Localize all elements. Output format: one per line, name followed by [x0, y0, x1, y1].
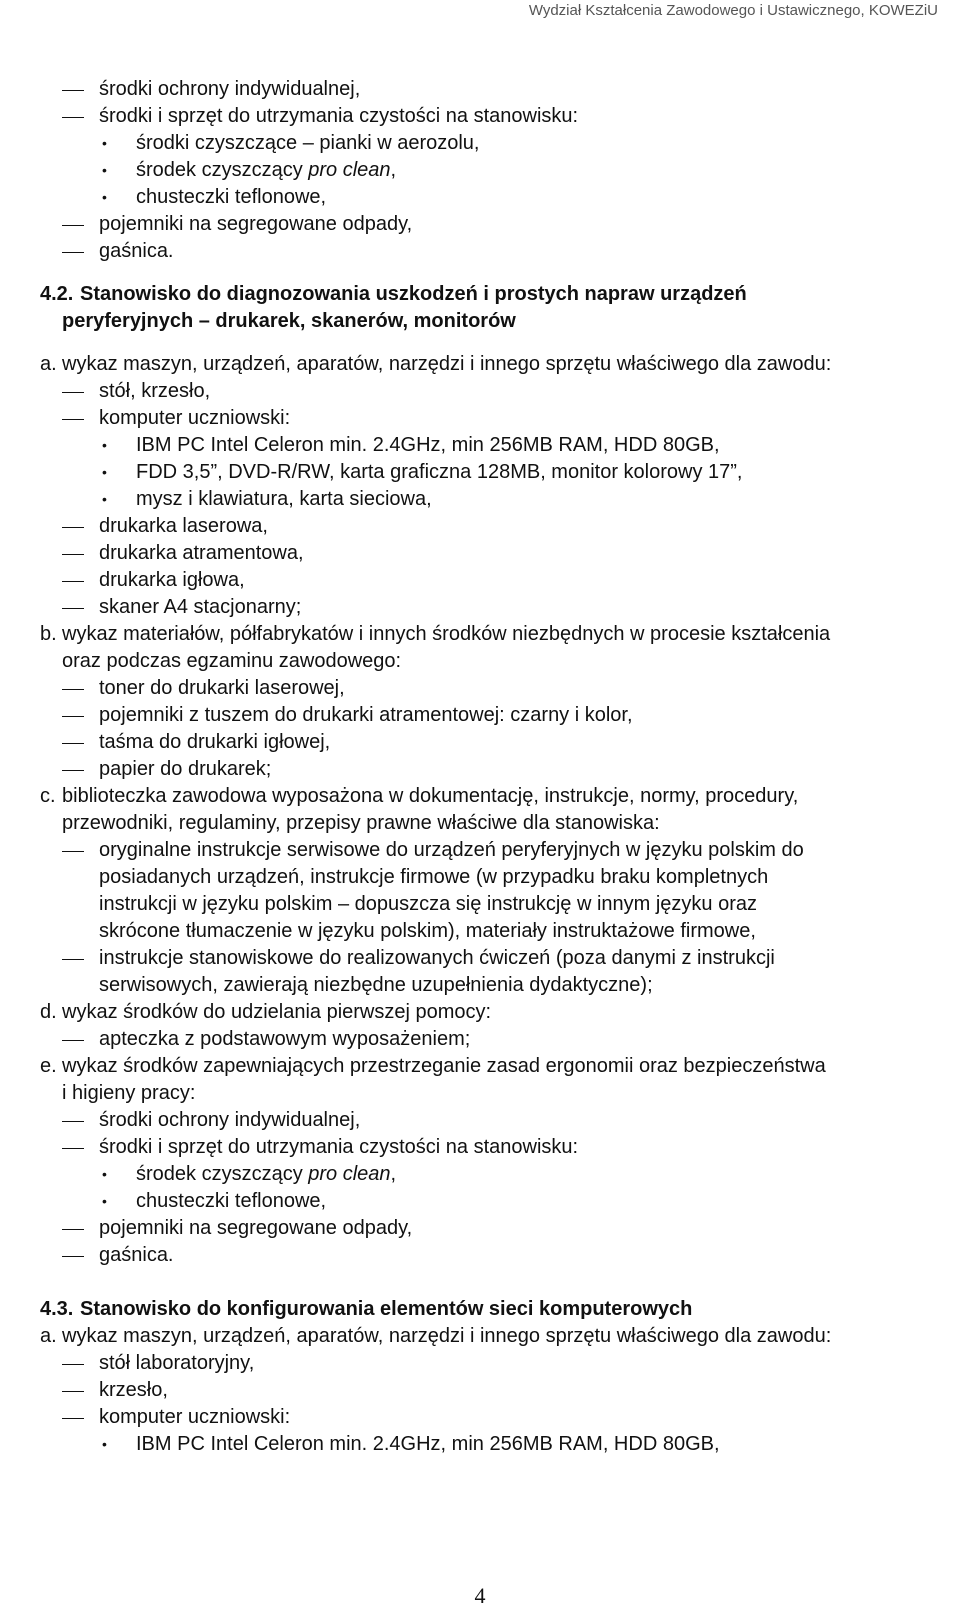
list-item [62, 405, 942, 432]
dash-marker [62, 225, 84, 226]
bullet-marker: • [102, 464, 107, 480]
item-text: środki czyszczące – pianki w aerozolu, [136, 132, 480, 154]
dash-marker [62, 252, 84, 253]
bullet-marker: • [102, 1436, 107, 1452]
item-text: skaner A4 stacjonarny; [99, 596, 302, 618]
item-text: środki ochrony indywidualnej, [99, 78, 361, 100]
dash-marker [62, 90, 84, 91]
dash-marker [62, 743, 84, 744]
dash-marker [62, 716, 84, 717]
bullet-marker: • [102, 162, 107, 178]
dash-marker [62, 851, 84, 852]
item-text: krzesło, [99, 1379, 168, 1401]
item-text: stół, krzesło, [99, 380, 211, 402]
list-item [62, 540, 942, 567]
item-text [136, 157, 396, 184]
item-text: pojemniki na segregowane odpady, [99, 1217, 413, 1239]
dash-marker [62, 419, 84, 420]
list-item [62, 729, 942, 756]
page-number: 4 [474, 1583, 486, 1608]
item-text: IBM PC Intel Celeron min. 2.4GHz, min 256MB RAM, HDD 80GB, [136, 1433, 720, 1455]
item-text: środki ochrony indywidualnej, [99, 1109, 361, 1131]
document-body [40, 76, 942, 1458]
section-heading [40, 281, 942, 308]
dash-marker [62, 1121, 84, 1122]
dash-marker [62, 770, 84, 771]
list-item [62, 1134, 942, 1161]
item-text: gaśnica. [99, 240, 174, 262]
item-text: komputer uczniowski: [99, 1406, 291, 1428]
lettered-item [40, 1053, 942, 1080]
item-text: środki i sprzęt do utrzymania czystości na stanowisku: [99, 1136, 579, 1158]
dash-marker [62, 392, 84, 393]
bullet-marker: • [102, 1193, 107, 1209]
item-text: komputer uczniowski: [99, 407, 291, 429]
bullet-marker: • [102, 1166, 107, 1182]
section-heading-cont [62, 308, 942, 335]
item-text: chusteczki teflonowe, [136, 186, 327, 208]
item-text: pojemniki z tuszem do drukarki atramentowej: czarny i kolor, [99, 704, 633, 726]
list-item [62, 1242, 942, 1269]
dash-marker [62, 1391, 84, 1392]
item-letter: b. [40, 623, 57, 645]
item-letter: a. [40, 1325, 57, 1347]
list-item [62, 1107, 942, 1134]
item-text: wykaz materiałów, półfabrykatów i innych środków niezbędnych w procesie kształcenia [62, 623, 831, 645]
dash-marker [62, 527, 84, 528]
list-item [62, 76, 942, 103]
list-item [62, 103, 942, 130]
list-item [62, 594, 942, 621]
item-text: serwisowych, zawierają niezbędne uzupełnienia dydaktyczne); [99, 974, 653, 996]
item-text: chusteczki teflonowe, [136, 1190, 327, 1212]
inline-text: środek czyszczący [136, 159, 309, 181]
bullet-item [62, 157, 942, 184]
item-text: gaśnica. [99, 1244, 174, 1266]
item-text: wykaz maszyn, urządzeń, aparatów, narzędzi i innego sprzętu właściwego dla zawodu: [62, 353, 832, 375]
item-text: biblioteczka zawodowa wyposażona w dokumentację, instrukcje, normy, procedury, [62, 785, 799, 807]
inline-text: pro clean [308, 1163, 391, 1185]
bullet-item [62, 486, 942, 513]
list-item [62, 837, 942, 864]
item-text: drukarka laserowa, [99, 515, 268, 537]
list-item [62, 675, 942, 702]
item-text: wykaz maszyn, urządzeń, aparatów, narzędzi i innego sprzętu właściwego dla zawodu: [62, 1325, 832, 1347]
item-text: skrócone tłumaczenie w języku polskim), materiały instruktażowe firmowe, [99, 920, 756, 942]
item-text: instrukcji w języku polskim – dopuszcza się instrukcję w innym języku oraz [99, 893, 758, 915]
bullet-item [62, 459, 942, 486]
running-header: Wydział Kształcenia Zawodowego i Ustawicznego, KOWEZiU [528, 2, 938, 19]
lettered-item [40, 1323, 942, 1350]
dash-marker [62, 1148, 84, 1149]
dash-marker [62, 1040, 84, 1041]
item-text: mysz i klawiatura, karta sieciowa, [136, 488, 432, 510]
bullet-marker: • [102, 437, 107, 453]
dash-marker [62, 689, 84, 690]
list-item [62, 945, 942, 972]
inline-text: pro clean [308, 159, 391, 181]
item-text: IBM PC Intel Celeron min. 2.4GHz, min 256MB RAM, HDD 80GB, [136, 434, 720, 456]
lettered-item [40, 621, 942, 648]
item-text: i higieny pracy: [62, 1082, 196, 1104]
section-number: 4.2. [40, 283, 74, 305]
bullet-item [62, 1431, 942, 1458]
item-text: papier do drukarek; [99, 758, 272, 780]
item-text: FDD 3,5”, DVD-R/RW, karta graficzna 128MB, monitor kolorowy 17”, [136, 461, 743, 483]
dash-marker [62, 1418, 84, 1419]
lettered-item [40, 999, 942, 1026]
list-item [62, 1404, 942, 1431]
item-letter: c. [40, 785, 56, 807]
item-text: posiadanych urządzeń, instrukcje firmowe (w przypadku braku kompletnych [99, 866, 769, 888]
list-item-cont [62, 864, 942, 891]
dash-marker [62, 1256, 84, 1257]
inline-text: , [390, 1163, 397, 1185]
list-item-cont [62, 891, 942, 918]
item-text: drukarka atramentowa, [99, 542, 304, 564]
item-text: drukarka igłowa, [99, 569, 245, 591]
item-letter: e. [40, 1055, 57, 1077]
list-item [62, 1350, 942, 1377]
lettered-item-cont [62, 810, 942, 837]
item-text: stół laboratoryjny, [99, 1352, 255, 1374]
item-text: środki i sprzęt do utrzymania czystości na stanowisku: [99, 105, 579, 127]
item-text: instrukcje stanowiskowe do realizowanych ćwiczeń (poza danymi z instrukcji [99, 947, 775, 969]
item-letter: d. [40, 1001, 57, 1023]
inline-text: , [390, 159, 397, 181]
list-item [62, 1026, 942, 1053]
dash-marker [62, 1229, 84, 1230]
section-heading [40, 1296, 942, 1323]
dash-marker [62, 554, 84, 555]
list-item [62, 756, 942, 783]
lettered-item [40, 783, 942, 810]
item-text: przewodniki, regulaminy, przepisy prawne właściwe dla stanowiska: [62, 812, 660, 834]
item-text: Stanowisko do konfigurowania elementów sieci komputerowych [80, 1298, 693, 1320]
item-text: toner do drukarki laserowej, [99, 677, 345, 699]
list-item [62, 513, 942, 540]
bullet-item [62, 130, 942, 157]
bullet-marker: • [102, 189, 107, 205]
list-item [62, 702, 942, 729]
list-item [62, 1377, 942, 1404]
bullet-marker: • [102, 135, 107, 151]
item-text: wykaz środków zapewniających przestrzeganie zasad ergonomii oraz bezpieczeństwa [62, 1055, 826, 1077]
item-text: Stanowisko do diagnozowania uszkodzeń i prostych napraw urządzeń [80, 283, 747, 305]
list-item [62, 238, 942, 265]
list-item [62, 1215, 942, 1242]
item-text: apteczka z podstawowym wyposażeniem; [99, 1028, 471, 1050]
item-text: taśma do drukarki igłowej, [99, 731, 331, 753]
list-item-cont [62, 972, 942, 999]
item-text: peryferyjnych – drukarek, skanerów, monitorów [62, 310, 516, 332]
item-text: pojemniki na segregowane odpady, [99, 213, 413, 235]
list-item [62, 211, 942, 238]
dash-marker [62, 117, 84, 118]
list-item [62, 567, 942, 594]
dash-marker [62, 1364, 84, 1365]
lettered-item-cont [62, 648, 942, 675]
bullet-item [62, 1188, 942, 1215]
bullet-item [62, 432, 942, 459]
dash-marker [62, 959, 84, 960]
item-text [136, 1161, 396, 1188]
item-text: wykaz środków do udzielania pierwszej pomocy: [62, 1001, 492, 1023]
section-number: 4.3. [40, 1298, 74, 1320]
lettered-item-cont [62, 1080, 942, 1107]
bullet-item [62, 184, 942, 211]
item-text: oryginalne instrukcje serwisowe do urządzeń peryferyjnych w języku polskim do [99, 839, 804, 861]
inline-text: środek czyszczący [136, 1163, 309, 1185]
dash-marker [62, 581, 84, 582]
list-item [62, 378, 942, 405]
item-letter: a. [40, 353, 57, 375]
dash-marker [62, 608, 84, 609]
lettered-item [40, 351, 942, 378]
list-item-cont [62, 918, 942, 945]
bullet-marker: • [102, 491, 107, 507]
item-text: oraz podczas egzaminu zawodowego: [62, 650, 402, 672]
bullet-item [62, 1161, 942, 1188]
